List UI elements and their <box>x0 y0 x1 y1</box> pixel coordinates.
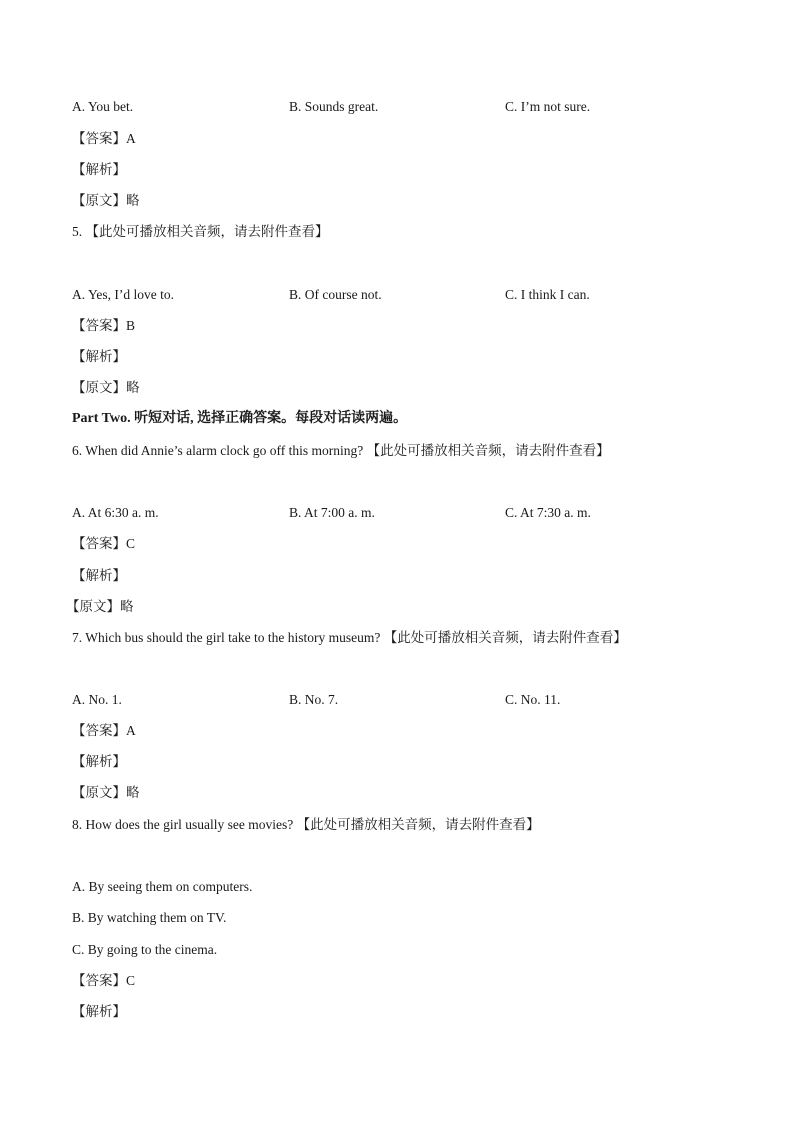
q7-option-b: B. No. 7. <box>289 692 339 707</box>
q7-original-text: 【原文】略 <box>72 785 140 800</box>
q7-answer: 【答案】A <box>72 723 136 738</box>
q8-analysis: 【解析】 <box>72 1004 126 1019</box>
q5-question: 5. 【此处可播放相关音频，请去附件查看】 <box>72 224 329 239</box>
q6-answer: 【答案】C <box>72 536 136 551</box>
q8-answer: 【答案】C <box>72 973 136 988</box>
q6-question: 6. When did Annie’s alarm clock go off this morning? 【此处可播放相关音频，请去附件查看】 <box>72 443 610 458</box>
q5-option-a: A. Yes, I’d love to. <box>72 287 175 302</box>
q8-option-b: B. By watching them on TV. <box>72 910 227 925</box>
q5-option-b: B. Of course not. <box>289 287 382 302</box>
q6-option-a: A. At 6:30 a. m. <box>72 505 159 520</box>
q6-analysis: 【解析】 <box>72 568 126 583</box>
q6-option-b: B. At 7:00 a. m. <box>289 505 375 520</box>
q4-option-b: B. Sounds great. <box>289 99 379 114</box>
q7-question: 7. Which bus should the girl take to the history museum? 【此处可播放相关音频，请去附件查看】 <box>72 630 627 645</box>
q6-option-c: C. At 7:30 a. m. <box>505 505 591 520</box>
q7-option-c: C. No. 11. <box>505 692 561 707</box>
q5-option-c: C. I think I can. <box>505 287 590 302</box>
q4-analysis: 【解析】 <box>72 162 126 177</box>
q4-answer: 【答案】A <box>72 131 136 146</box>
q8-option-a: A. By seeing them on computers. <box>72 879 253 894</box>
q7-analysis: 【解析】 <box>72 754 126 769</box>
q6-original-text: 【原文】略 <box>66 599 134 614</box>
q5-answer: 【答案】B <box>72 318 136 333</box>
q7-option-a: A. No. 1. <box>72 692 122 707</box>
q4-option-c: C. I’m not sure. <box>505 99 591 114</box>
q8-question: 8. How does the girl usually see movies? 【此处可播放相关音频，请去附件查看】 <box>72 817 540 832</box>
q5-analysis: 【解析】 <box>72 349 126 364</box>
q4-original-text: 【原文】略 <box>72 193 140 208</box>
q4-option-a: A. You bet. <box>72 99 134 114</box>
q5-original-text: 【原文】略 <box>72 380 140 395</box>
part-two-heading: Part Two. 听短对话, 选择正确答案。每段对话读两遍。 <box>72 411 408 426</box>
q8-option-c: C. By going to the cinema. <box>72 942 218 957</box>
